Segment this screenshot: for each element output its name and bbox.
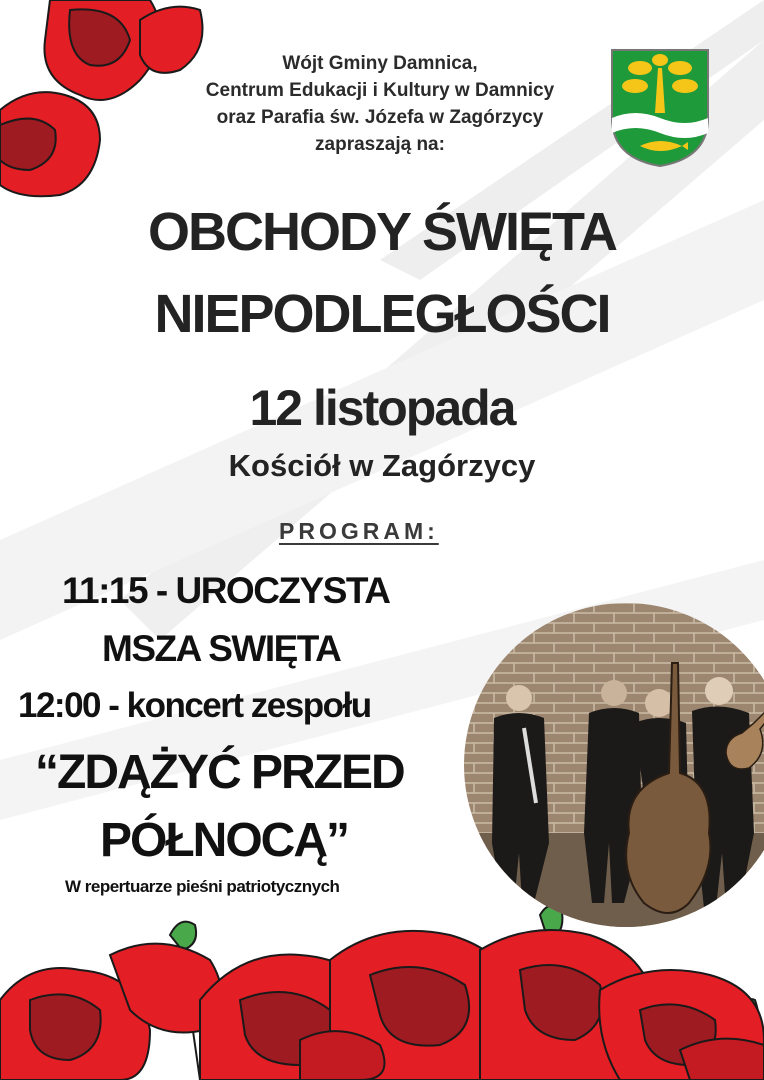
band-name-line1: “ZDĄŻYĆ PRZED: [35, 746, 404, 799]
program-heading: PROGRAM:: [279, 518, 439, 544]
repertoire-note: W repertuarze pieśni patriotycznych: [65, 877, 340, 896]
program-line-concert: 12:00 - koncert zespołu: [18, 686, 371, 725]
organizer-line: zapraszają na:: [315, 134, 445, 155]
coat-of-arms-icon: [610, 48, 710, 168]
band-name-line2: PÓŁNOCĄ”: [100, 814, 348, 867]
organizer-line: oraz Parafia św. Józefa w Zagórzycy: [216, 107, 544, 128]
event-title-line1: OBCHODY ŚWIĘTA: [147, 202, 617, 262]
organizer-line: Wójt Gminy Damnica,: [282, 53, 478, 74]
program-line-mass: 11:15 - UROCZYSTA: [62, 570, 390, 611]
event-date: 12 listopada: [249, 380, 515, 436]
poppy-flower-icon: [0, 906, 764, 1080]
event-title-line2: NIEPODLEGŁOŚCI: [154, 284, 610, 344]
organizers-block: [150, 50, 610, 158]
event-place: Kościół w Zagórzycy: [228, 448, 536, 483]
program-line-mass-2: MSZA SWIĘTA: [102, 628, 341, 669]
organizer-line: Centrum Edukacji i Kultury w Damnicy: [205, 80, 555, 101]
